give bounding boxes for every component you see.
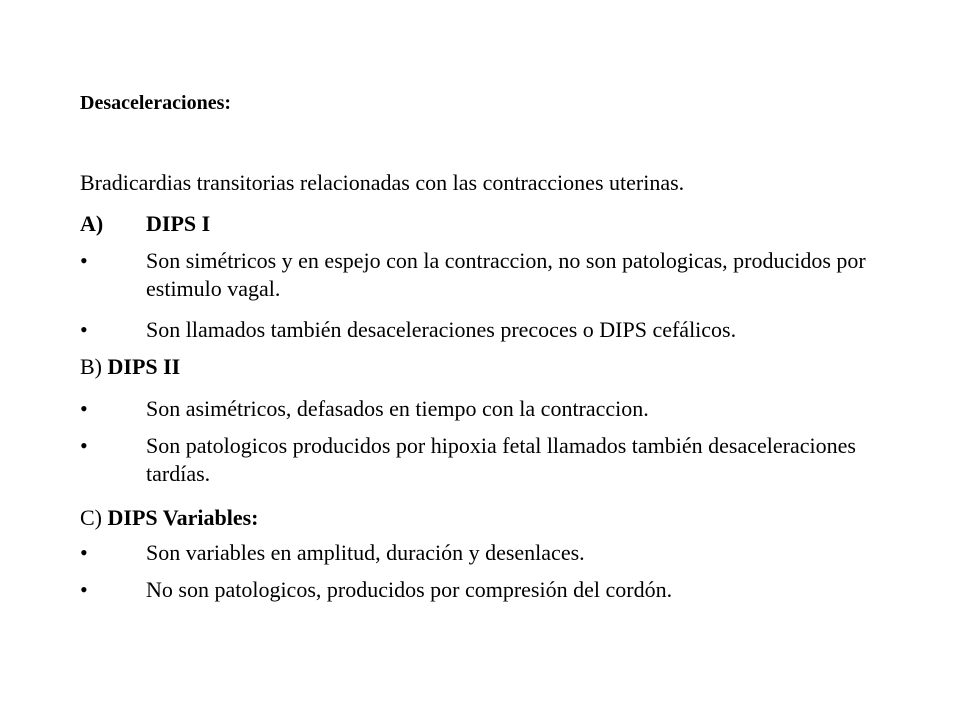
bullet-icon: •	[80, 317, 88, 342]
bullet-icon: •	[80, 577, 88, 602]
section-b-heading	[80, 353, 180, 381]
bullet-text: Son variables en amplitud, duración y desenlaces.	[146, 540, 585, 565]
bullet-text: Son llamados también desaceleraciones precoces o DIPS cefálicos.	[146, 317, 737, 342]
bullet-text: Son patologicos producidos por hipoxia fetal llamados también desaceleraciones tardías.	[146, 433, 856, 486]
section-c-marker: C)	[80, 505, 108, 530]
bullet-text: Son simétricos y en espejo con la contraccion, no son patologicas, producidos por estimulo vagal.	[146, 248, 866, 301]
bullet-text: No son patologicos, producidos por compresión del cordón.	[146, 577, 673, 602]
section-a-marker: A)	[80, 211, 104, 236]
section-a-title: DIPS I	[146, 211, 211, 236]
section-c-title: DIPS Variables:	[107, 505, 259, 530]
bullet-icon: •	[80, 396, 88, 421]
bullet-icon: •	[80, 248, 88, 273]
section-b-title: DIPS II	[107, 354, 181, 379]
section-b-marker: B)	[80, 354, 108, 379]
bullet-text: Son asimétricos, defasados en tiempo con la contraccion.	[146, 396, 649, 421]
bullet-icon: •	[80, 540, 88, 565]
slide-title: Desaceleraciones:	[80, 92, 232, 114]
intro-text: Bradicardias transitorias relacionadas con las contracciones uterinas.	[80, 170, 685, 195]
bullet-icon: •	[80, 433, 88, 458]
section-c-heading	[80, 504, 258, 532]
